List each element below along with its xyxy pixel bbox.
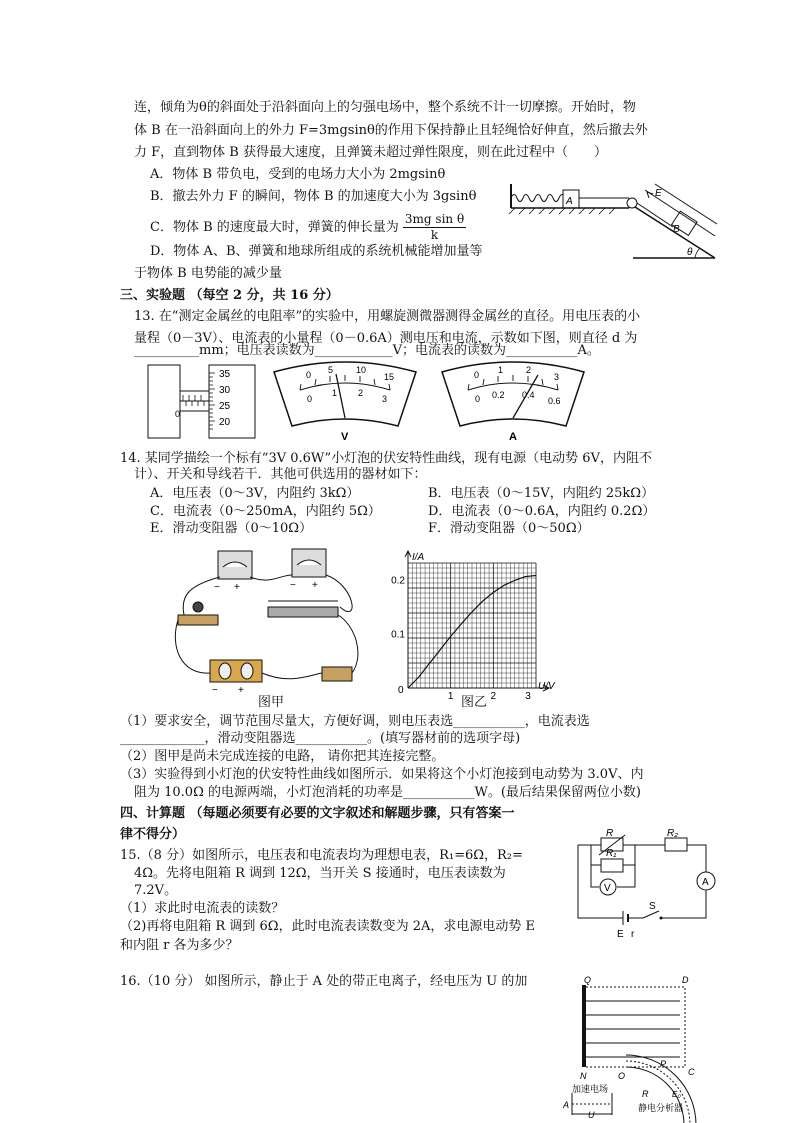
resistor-r2 [665,838,687,851]
label-r: R [642,1089,649,1099]
label-u: U [588,1110,595,1120]
y-tick-0-2: 0.2 [391,575,405,587]
q15-part1: （1）求此时电流表的读数？ [120,901,285,916]
thimble-label-35: 35 [219,369,231,380]
label-a: A [563,1100,570,1110]
x-tick-3: 3 [525,691,531,702]
q12-fraction [403,212,466,243]
table-hatching [509,208,615,214]
section-4-title-line1: 四、计算题 （每题必须要有必要的文字叙述和解题步骤，只有答案一 [120,806,515,821]
ammeter-face [442,362,584,426]
label-e0: E₀ [672,1090,681,1099]
q13-line2: 量程（0－3V）、电流表的小量程（0－0.6A）测电压和电流，示数如下图，则直径 d 为 [134,331,638,346]
q13-line1: 13. 在“测定金属丝的电阻率”的实验中，用螺旋测微器测得金属丝的直径。用电压表的小 [134,309,641,324]
label-s: S [649,901,656,912]
thimble [209,365,255,438]
q14-part1-line1: （1）要求安全，调节范围尽量大，方便好调，则电压表选___________，电流表选 [120,714,590,729]
q12-option-d2: 于物体 B 电势能的减少量 [134,266,282,281]
block-a-label: A [566,196,573,207]
q12-option-a: A．物体 B 带负电，受到的电场力大小为 2mgsinθ [150,167,446,182]
label-n: N [580,1071,587,1081]
q12-option-b: B．撤去外力 F 的瞬间，物体 B 的加速度大小为 3gsinθ [150,189,477,204]
q14-line1: 14. 某同学描绘一个标有“3V 0.6W”小灯泡的伏安特性曲线，现有电源（电动势 6V，内阻不 [120,451,652,466]
ammeter-device-plus: + [312,580,318,591]
q15-part2-line2: 和内阻 r 各为多少？ [120,938,239,953]
volt-outer-15: 15 [384,372,395,382]
thimble-label-20: 20 [219,417,231,428]
chart-xlabel: U/V [538,681,555,692]
micrometer-figure [147,363,257,440]
label-r2: R₂ [667,828,679,839]
amm-outer-3: 3 [554,372,560,382]
q15-line3: 7.2V。 [134,883,178,898]
chart-ylabel: I/A [412,552,425,563]
q12-option-c [150,212,466,243]
label-a: A [702,877,709,888]
q12-line1: 连，倾角为θ的斜面处于沿斜面向上的匀强电场中，整个系统不计一切摩擦。开始时，物 [134,100,636,115]
voltmeter-device-minus: − [214,582,220,593]
x-tick-1: 1 [447,691,454,702]
switch-contact [660,917,663,920]
label-q: Q [584,975,592,985]
y-tick-0-1: 0.1 [391,629,405,641]
q14-option-b: B．电压表（0～15V，内阻约 25kΩ） [428,486,655,501]
q15-circuit [573,825,713,940]
apparatus-figure [170,545,370,705]
wires [175,575,358,679]
amm-outer-0: 0 [474,370,480,380]
micrometer-anvil [148,365,180,438]
battery-box [210,660,262,682]
micrometer-zero: 0 [175,409,181,419]
amm-outer-1: 1 [498,365,504,375]
plate-qn [582,985,586,1067]
volt-outer-0: 0 [306,370,312,380]
battery-minus: − [212,685,218,696]
volt-inner-3: 3 [382,394,388,404]
q15-line1: 15.（8 分）如图所示，电压表和电流表均为理想电表，R₁=6Ω，R₂= [120,848,523,863]
q12-fraction-den: k [430,228,439,242]
q13-line3: __________mm；电压表读数为____________V；电流表的读数为___________A。 [134,343,600,358]
ammeter-figure [438,360,588,444]
fig-b-caption: 图乙 [461,695,488,710]
label-r1: R₁ [606,848,617,859]
q12-line2: 体 B 在一沿斜面向上的外力 F=3mgsinθ的作用下保持静止且轻绳恰好伸直，然后撤去外 [134,123,648,138]
circuit-outer-wire [578,845,706,918]
amm-inner-06: 0.6 [548,396,561,406]
q16-line1: 16.（10 分） 如图所示，静止于 A 处的带正电离子，经电压为 U 的加 [120,974,528,989]
volt-inner-0: 0 [307,394,313,404]
label-p: P [660,1059,667,1069]
volt-inner-1: 1 [332,388,338,398]
q14-line2: 计）、开关和导线若干．其他可供选用的器材如下： [134,467,427,482]
section-4-title-line2: 律不得分） [120,827,186,842]
q14-option-d: D．电流表（0～0.6A，内阻约 0.2Ω） [428,504,656,519]
switch-blade [643,911,659,918]
lamp-bulb [193,602,203,612]
battery-cell-2 [241,663,253,679]
rope-incline [637,203,673,227]
amm-inner-02: 0.2 [492,390,505,400]
ammeter-device-minus: − [290,580,296,591]
theta-label: θ [687,247,693,258]
q12-option-d1: D．物体 A、B、弹簧和地球所组成的系统机械能增加量等 [150,244,483,259]
battery-plus: + [238,685,244,696]
q12-fraction-num: 3mg sin θ [404,212,465,226]
switch [322,667,352,681]
q14-part3-line2: 阻为 10.0Ω 的电源两端，小灯泡消耗的功率是___________W。(最后结果保留两位小数) [134,785,641,800]
amm-inner-0: 0 [475,394,481,404]
label-v: V [604,883,611,894]
magnetic-region [586,987,685,1067]
spring [511,195,565,202]
battery-cell-1 [219,663,231,679]
volt-outer-5: 5 [328,365,334,375]
voltmeter-figure [270,360,420,444]
label-e: E [617,929,624,940]
label-r: R [606,828,614,839]
label-rr: r [631,929,635,940]
q15-line2: 4Ω。先将电阻箱 R 调到 12Ω，当开关 S 接通时，电压表读数为 [134,866,506,881]
q12-line3: 力 F，直到物体 B 获得最大速度，且弹簧未超过弹性限度，则在此过程中（ ） [134,145,607,160]
q14-option-f: F．滑动变阻器（0～50Ω） [428,521,590,536]
label-c: C [688,1067,695,1077]
q14-part3-line1: （3）实验得到小灯泡的伏安特性曲线如图所示．如果将这个小灯泡接到电动势为 3.0V、内 [120,767,644,782]
thimble-label-30: 30 [219,385,231,396]
field-e-label: E [655,188,662,199]
thimble-label-25: 25 [219,401,231,412]
resistor-r1 [601,859,623,872]
amm-outer-2: 2 [526,365,532,375]
label-o: O [618,1071,626,1081]
chart-grid [408,563,536,688]
q14-part2: （2）图甲是尚未完成连接的电路， 请你把其连接完整。 [120,749,445,764]
volt-outer-10: 10 [356,365,367,375]
q14-part1-line2: _____________，滑动变阻器选___________。(填写器材前的选项字母) [120,731,521,746]
voltmeter-device-plus: + [234,582,240,593]
q16-figure [560,975,705,1118]
label-accel: 加速电场 [572,1084,609,1094]
q15-part2-line1: （2)再将电阻箱 R 调到 6Ω，此时电流表读数变为 2A，求电源电动势 E [120,919,535,934]
q14-option-c: C．电流表（0～250mA，内阻约 5Ω） [150,504,381,519]
rheostat [268,607,338,617]
x-tick-2: 2 [490,691,497,702]
fig-a-caption: 图甲 [258,695,285,710]
label-d: D [682,975,689,985]
q14-option-a: A．电压表（0～3V，内阻约 3kΩ） [150,486,360,501]
q14-option-e: E．滑动变阻器（0～10Ω） [150,521,313,536]
lamp-base [178,615,218,625]
field-lines [586,1001,680,1057]
iv-chart [388,548,558,702]
chart-origin: 0 [398,685,404,696]
ammeter-label: A [509,431,517,443]
amm-inner-04: 0.4 [522,390,535,400]
q12-figure [505,180,720,262]
block-b-label: B [673,224,680,235]
theta-arc [695,248,700,258]
volt-inner-2: 2 [358,388,364,398]
voltmeter-label: V [341,431,349,443]
section-3-title: 三、实验题 （每空 2 分，共 16 分） [120,288,339,303]
q12-option-c-text: C．物体 B 的速度最大时，弹簧的伸长量为 [150,220,399,235]
label-analyzer: 静电分析器 [638,1103,684,1113]
